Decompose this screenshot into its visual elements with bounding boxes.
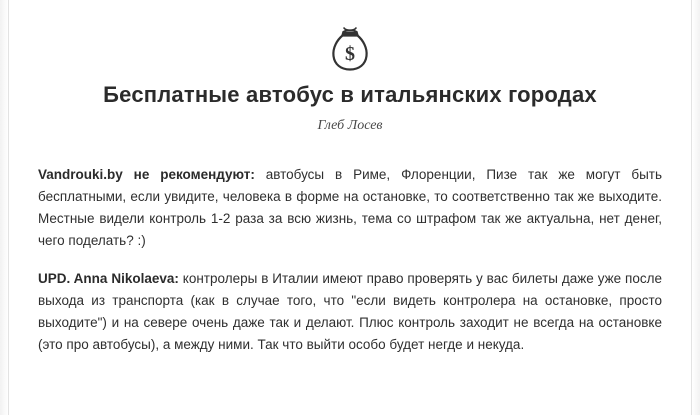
svg-text:$: $ [345,43,355,65]
page-title: Бесплатные автобус в итальянских городах [103,82,597,107]
paragraph-1-lead: Vandrouki.by не рекомендуют: [38,167,255,182]
paragraph-1 [38,164,662,251]
paragraph-2-lead: UPD. Anna Nikolaeva: [38,271,179,287]
paragraph-2-text: контролеры в Италии имеют право проверять у вас билеты даже уже после выхода из транспорта (как в случае того, что "если видеть контролера на остановке, просто выходите") и на севере очень даже так и делают. Плюс контроль заходит не всегда на остановке (это про автобусы), а между ними. Так что выйти особо будет негде и некуда. [38,271,663,353]
money-bag-icon [38,24,662,72]
paragraph-2 [38,268,662,355]
paragraph-1-text: автобусы в Риме, Флоренции, Пизе так же могут быть бесплатными, если увидите, человека в форме на остановке, то соответственно так же выходите. Местные видели контроль 1-2 раза за всю жизнь, тема со штрафом так же актуальна, нет денег, чего поделать? :) [38,167,663,248]
author-name: Глеб Лосев [317,118,383,133]
